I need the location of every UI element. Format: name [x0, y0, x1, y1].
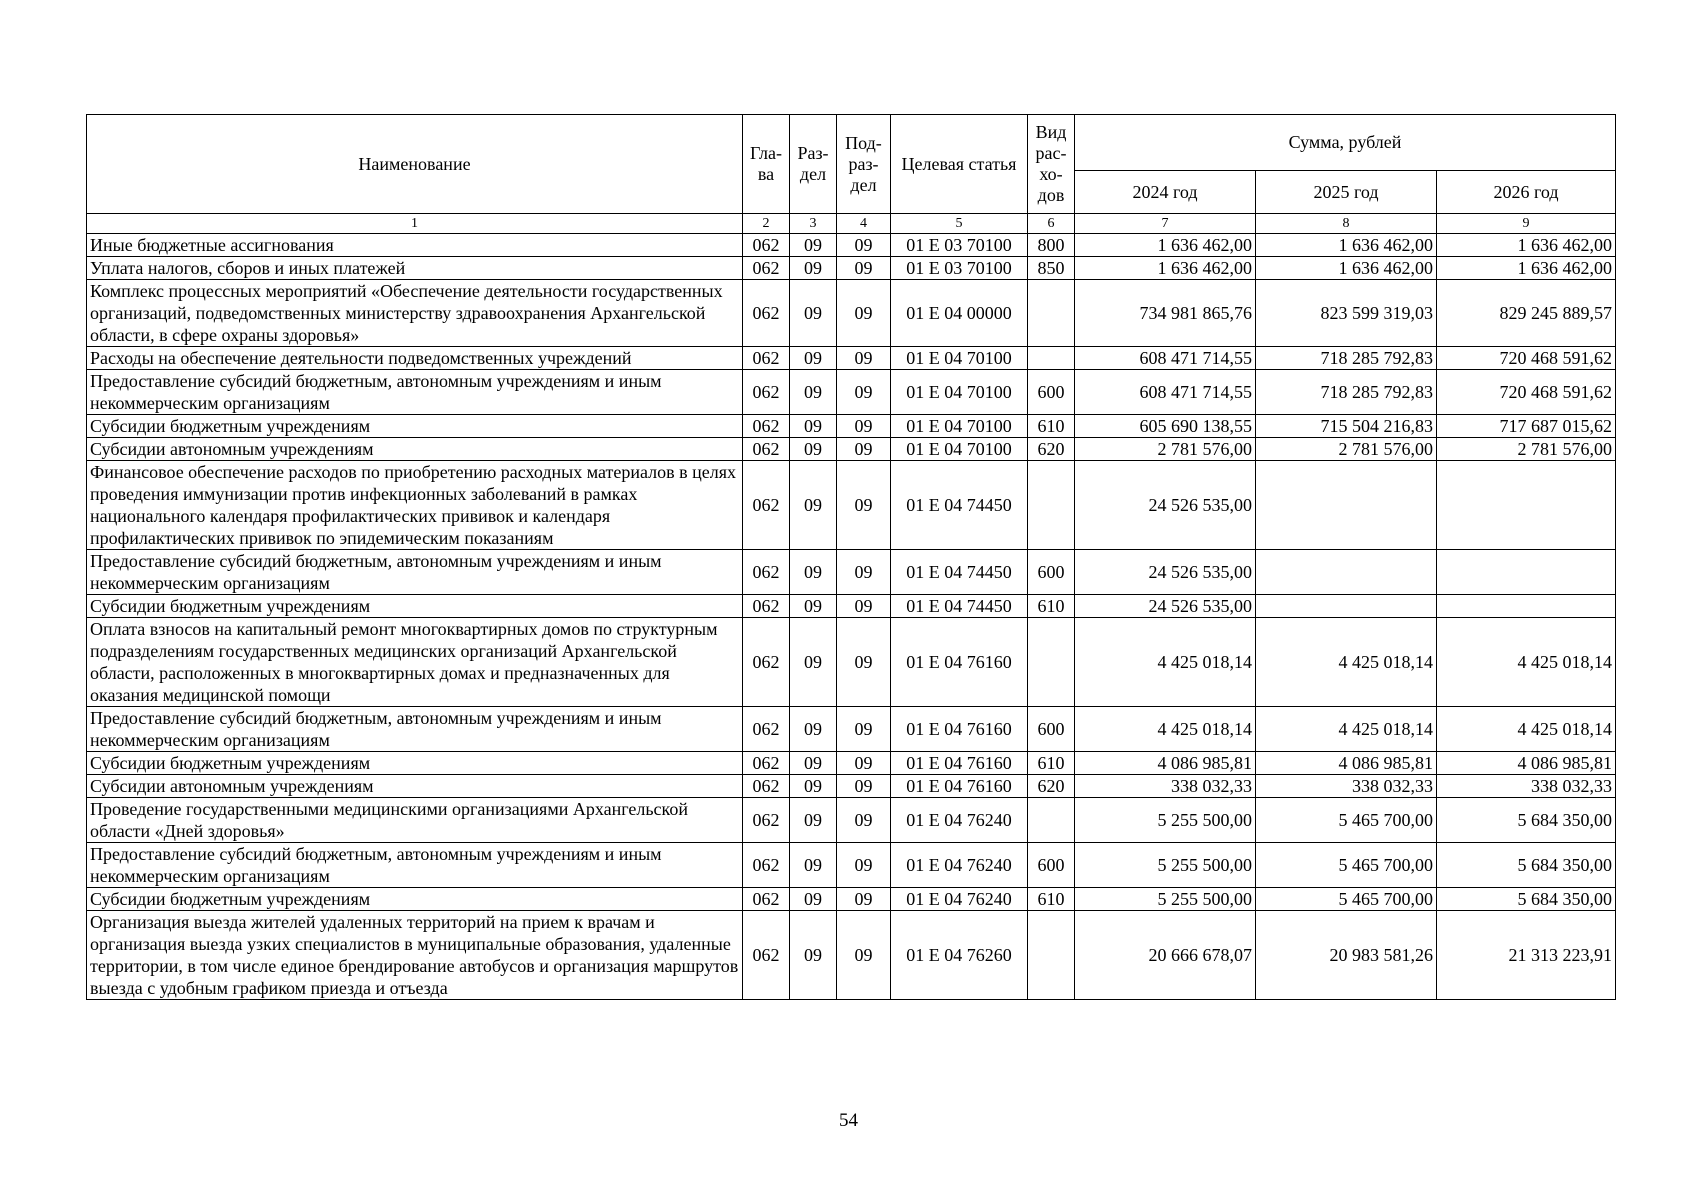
row-chapter: 062 [743, 438, 790, 461]
row-name: Иные бюджетные ассигнования [87, 234, 743, 257]
row-amount-2025: 715 504 216,83 [1256, 415, 1437, 438]
row-amount-2025: 718 285 792,83 [1256, 370, 1437, 415]
row-name: Уплата налогов, сборов и иных платежей [87, 257, 743, 280]
row-section: 09 [790, 280, 837, 347]
row-subsection: 09 [837, 798, 891, 843]
budget-table [86, 114, 1616, 1000]
row-chapter: 062 [743, 707, 790, 752]
row-subsection: 09 [837, 550, 891, 595]
row-section: 09 [790, 461, 837, 550]
row-amount-2025: 20 983 581,26 [1256, 911, 1437, 1000]
row-name: Субсидии бюджетным учреждениям [87, 888, 743, 911]
row-expense-type: 800 [1028, 234, 1075, 257]
row-expense-type [1028, 798, 1075, 843]
column-number: 6 [1028, 214, 1075, 234]
row-target-article: 01 Е 04 74450 [891, 461, 1028, 550]
row-chapter: 062 [743, 618, 790, 707]
row-target-article: 01 Е 04 76260 [891, 911, 1028, 1000]
table-row [87, 257, 1616, 280]
row-section: 09 [790, 550, 837, 595]
row-amount-2025 [1256, 461, 1437, 550]
row-amount-2024: 4 425 018,14 [1075, 618, 1256, 707]
row-target-article: 01 Е 04 00000 [891, 280, 1028, 347]
row-target-article: 01 Е 04 70100 [891, 370, 1028, 415]
row-expense-type: 610 [1028, 595, 1075, 618]
row-name: Предоставление субсидий бюджетным, автономным учреждениям и иным некоммерческим организациям [87, 370, 743, 415]
row-amount-2024: 5 255 500,00 [1075, 888, 1256, 911]
row-target-article: 01 Е 03 70100 [891, 257, 1028, 280]
row-amount-2024: 4 425 018,14 [1075, 707, 1256, 752]
row-amount-2024: 4 086 985,81 [1075, 752, 1256, 775]
row-name: Оплата взносов на капитальный ремонт многоквартирных домов по структурным подразделениям государственных медицинских организаций Архангельской области, расположенных в многоквартирных домах и предназначенных для оказания медицинской помощи [87, 618, 743, 707]
row-expense-type [1028, 911, 1075, 1000]
row-section: 09 [790, 775, 837, 798]
row-chapter: 062 [743, 550, 790, 595]
table-row [87, 415, 1616, 438]
row-section: 09 [790, 798, 837, 843]
row-target-article: 01 Е 04 74450 [891, 595, 1028, 618]
row-expense-type [1028, 618, 1075, 707]
row-chapter: 062 [743, 461, 790, 550]
row-chapter: 062 [743, 234, 790, 257]
header-year-2025: 2025 год [1256, 171, 1437, 214]
row-subsection: 09 [837, 257, 891, 280]
row-amount-2025: 718 285 792,83 [1256, 347, 1437, 370]
row-subsection: 09 [837, 843, 891, 888]
row-amount-2024: 24 526 535,00 [1075, 550, 1256, 595]
row-amount-2024: 608 471 714,55 [1075, 347, 1256, 370]
row-section: 09 [790, 752, 837, 775]
row-amount-2026: 2 781 576,00 [1437, 438, 1616, 461]
row-expense-type: 620 [1028, 775, 1075, 798]
row-name: Комплекс процессных мероприятий «Обеспечение деятельности государственных организаций, подведомственных министерству здравоохранения Архангельской области, в сфере охраны здоровья» [87, 280, 743, 347]
row-amount-2026: 720 468 591,62 [1437, 347, 1616, 370]
row-subsection: 09 [837, 280, 891, 347]
row-chapter: 062 [743, 415, 790, 438]
row-amount-2026: 1 636 462,00 [1437, 234, 1616, 257]
row-name: Субсидии автономным учреждениям [87, 438, 743, 461]
row-expense-type: 620 [1028, 438, 1075, 461]
table-row [87, 595, 1616, 618]
row-subsection: 09 [837, 707, 891, 752]
table-row [87, 911, 1616, 1000]
row-name: Предоставление субсидий бюджетным, автономным учреждениям и иным некоммерческим организациям [87, 843, 743, 888]
row-target-article: 01 Е 04 70100 [891, 438, 1028, 461]
row-target-article: 01 Е 04 76240 [891, 843, 1028, 888]
row-amount-2024: 5 255 500,00 [1075, 843, 1256, 888]
table-row [87, 752, 1616, 775]
header-name: Наименование [87, 115, 743, 214]
row-amount-2025: 4 425 018,14 [1256, 618, 1437, 707]
row-chapter: 062 [743, 257, 790, 280]
header-section: Раз-дел [790, 115, 837, 214]
row-target-article: 01 Е 03 70100 [891, 234, 1028, 257]
row-amount-2025: 4 425 018,14 [1256, 707, 1437, 752]
row-expense-type: 600 [1028, 707, 1075, 752]
column-number: 5 [891, 214, 1028, 234]
row-amount-2026: 5 684 350,00 [1437, 888, 1616, 911]
row-expense-type: 600 [1028, 843, 1075, 888]
table-row [87, 618, 1616, 707]
row-amount-2025: 4 086 985,81 [1256, 752, 1437, 775]
table-row [87, 550, 1616, 595]
row-expense-type: 600 [1028, 370, 1075, 415]
table-header [87, 115, 1616, 234]
row-amount-2024: 734 981 865,76 [1075, 280, 1256, 347]
row-target-article: 01 Е 04 76160 [891, 618, 1028, 707]
row-section: 09 [790, 843, 837, 888]
table-row [87, 280, 1616, 347]
row-amount-2024: 24 526 535,00 [1075, 461, 1256, 550]
row-amount-2025: 5 465 700,00 [1256, 843, 1437, 888]
row-section: 09 [790, 234, 837, 257]
row-chapter: 062 [743, 752, 790, 775]
column-number: 7 [1075, 214, 1256, 234]
table-row [87, 843, 1616, 888]
row-amount-2025: 2 781 576,00 [1256, 438, 1437, 461]
row-chapter: 062 [743, 911, 790, 1000]
header-target-article: Целевая статья [891, 115, 1028, 214]
row-target-article: 01 Е 04 70100 [891, 347, 1028, 370]
row-subsection: 09 [837, 370, 891, 415]
row-name: Предоставление субсидий бюджетным, автономным учреждениям и иным некоммерческим организациям [87, 707, 743, 752]
column-number: 8 [1256, 214, 1437, 234]
row-amount-2026: 829 245 889,57 [1437, 280, 1616, 347]
row-amount-2026: 5 684 350,00 [1437, 798, 1616, 843]
row-amount-2026: 717 687 015,62 [1437, 415, 1616, 438]
row-amount-2025: 5 465 700,00 [1256, 888, 1437, 911]
row-expense-type: 850 [1028, 257, 1075, 280]
row-name: Предоставление субсидий бюджетным, автономным учреждениям и иным некоммерческим организациям [87, 550, 743, 595]
row-amount-2024: 608 471 714,55 [1075, 370, 1256, 415]
row-section: 09 [790, 347, 837, 370]
row-section: 09 [790, 370, 837, 415]
column-number: 4 [837, 214, 891, 234]
row-subsection: 09 [837, 752, 891, 775]
row-name: Субсидии бюджетным учреждениям [87, 752, 743, 775]
row-chapter: 062 [743, 775, 790, 798]
row-name: Организация выезда жителей удаленных территорий на прием к врачам и организация выезда узких специалистов в муниципальные образования, удаленные территории, в том числе единое брендирование автобусов и организация маршрутов выезда с удобным графиком приезда и отъезда [87, 911, 743, 1000]
row-section: 09 [790, 618, 837, 707]
row-section: 09 [790, 707, 837, 752]
row-subsection: 09 [837, 415, 891, 438]
row-expense-type: 610 [1028, 888, 1075, 911]
row-name: Субсидии бюджетным учреждениям [87, 595, 743, 618]
row-target-article: 01 Е 04 74450 [891, 550, 1028, 595]
row-expense-type [1028, 280, 1075, 347]
row-section: 09 [790, 888, 837, 911]
row-amount-2025: 338 032,33 [1256, 775, 1437, 798]
header-year-2024: 2024 год [1075, 171, 1256, 214]
row-section: 09 [790, 415, 837, 438]
row-amount-2024: 24 526 535,00 [1075, 595, 1256, 618]
table-row [87, 888, 1616, 911]
row-name: Субсидии автономным учреждениям [87, 775, 743, 798]
row-section: 09 [790, 595, 837, 618]
row-name: Расходы на обеспечение деятельности подведомственных учреждений [87, 347, 743, 370]
row-amount-2025: 823 599 319,03 [1256, 280, 1437, 347]
page-number: 54 [839, 1110, 858, 1131]
row-amount-2026 [1437, 461, 1616, 550]
row-target-article: 01 Е 04 76160 [891, 775, 1028, 798]
row-chapter: 062 [743, 843, 790, 888]
row-target-article: 01 Е 04 76240 [891, 888, 1028, 911]
row-name: Субсидии бюджетным учреждениям [87, 415, 743, 438]
table-row [87, 798, 1616, 843]
row-amount-2026: 4 425 018,14 [1437, 618, 1616, 707]
row-chapter: 062 [743, 347, 790, 370]
row-subsection: 09 [837, 347, 891, 370]
row-chapter: 062 [743, 370, 790, 415]
row-chapter: 062 [743, 798, 790, 843]
row-name: Проведение государственными медицинскими организациями Архангельской области «Дней здоровья» [87, 798, 743, 843]
row-amount-2026: 21 313 223,91 [1437, 911, 1616, 1000]
row-subsection: 09 [837, 461, 891, 550]
table-row [87, 370, 1616, 415]
row-amount-2026: 5 684 350,00 [1437, 843, 1616, 888]
table-row [87, 707, 1616, 752]
row-amount-2024: 5 255 500,00 [1075, 798, 1256, 843]
header-amount: Сумма, рублей [1075, 115, 1616, 171]
row-amount-2026: 1 636 462,00 [1437, 257, 1616, 280]
row-subsection: 09 [837, 618, 891, 707]
row-expense-type: 600 [1028, 550, 1075, 595]
row-target-article: 01 Е 04 76160 [891, 707, 1028, 752]
row-subsection: 09 [837, 888, 891, 911]
table-row [87, 775, 1616, 798]
table-body [87, 234, 1616, 1000]
row-amount-2026 [1437, 550, 1616, 595]
row-section: 09 [790, 911, 837, 1000]
row-amount-2026: 338 032,33 [1437, 775, 1616, 798]
row-section: 09 [790, 438, 837, 461]
row-amount-2024: 1 636 462,00 [1075, 234, 1256, 257]
row-amount-2026 [1437, 595, 1616, 618]
header-chapter: Гла-ва [743, 115, 790, 214]
row-amount-2025: 5 465 700,00 [1256, 798, 1437, 843]
row-subsection: 09 [837, 595, 891, 618]
column-number: 2 [743, 214, 790, 234]
row-section: 09 [790, 257, 837, 280]
row-target-article: 01 Е 04 76160 [891, 752, 1028, 775]
header-subsection: Под-раз-дел [837, 115, 891, 214]
row-amount-2024: 605 690 138,55 [1075, 415, 1256, 438]
row-amount-2026: 4 086 985,81 [1437, 752, 1616, 775]
header-expense-type: Вид рас-хо-дов [1028, 115, 1075, 214]
table-row [87, 461, 1616, 550]
row-name: Финансовое обеспечение расходов по приобретению расходных материалов в целях проведения иммунизации против инфекционных заболеваний в рамках национального календаря профилактических прививок и календаря профилактических прививок по эпидемическим показаниям [87, 461, 743, 550]
row-amount-2025 [1256, 595, 1437, 618]
row-expense-type [1028, 461, 1075, 550]
header-year-2026: 2026 год [1437, 171, 1616, 214]
table-row [87, 438, 1616, 461]
row-amount-2026: 720 468 591,62 [1437, 370, 1616, 415]
table-row [87, 234, 1616, 257]
column-number-row [87, 214, 1616, 234]
row-amount-2025 [1256, 550, 1437, 595]
column-number: 9 [1437, 214, 1616, 234]
column-number: 3 [790, 214, 837, 234]
row-target-article: 01 Е 04 76240 [891, 798, 1028, 843]
row-expense-type [1028, 347, 1075, 370]
row-subsection: 09 [837, 234, 891, 257]
row-expense-type: 610 [1028, 415, 1075, 438]
column-number: 1 [87, 214, 743, 234]
row-chapter: 062 [743, 280, 790, 347]
row-amount-2024: 2 781 576,00 [1075, 438, 1256, 461]
row-target-article: 01 Е 04 70100 [891, 415, 1028, 438]
row-amount-2024: 1 636 462,00 [1075, 257, 1256, 280]
row-chapter: 062 [743, 595, 790, 618]
row-expense-type: 610 [1028, 752, 1075, 775]
row-amount-2024: 338 032,33 [1075, 775, 1256, 798]
row-subsection: 09 [837, 775, 891, 798]
row-amount-2024: 20 666 678,07 [1075, 911, 1256, 1000]
row-amount-2025: 1 636 462,00 [1256, 234, 1437, 257]
row-subsection: 09 [837, 911, 891, 1000]
row-amount-2026: 4 425 018,14 [1437, 707, 1616, 752]
row-subsection: 09 [837, 438, 891, 461]
row-amount-2025: 1 636 462,00 [1256, 257, 1437, 280]
row-chapter: 062 [743, 888, 790, 911]
table-row [87, 347, 1616, 370]
